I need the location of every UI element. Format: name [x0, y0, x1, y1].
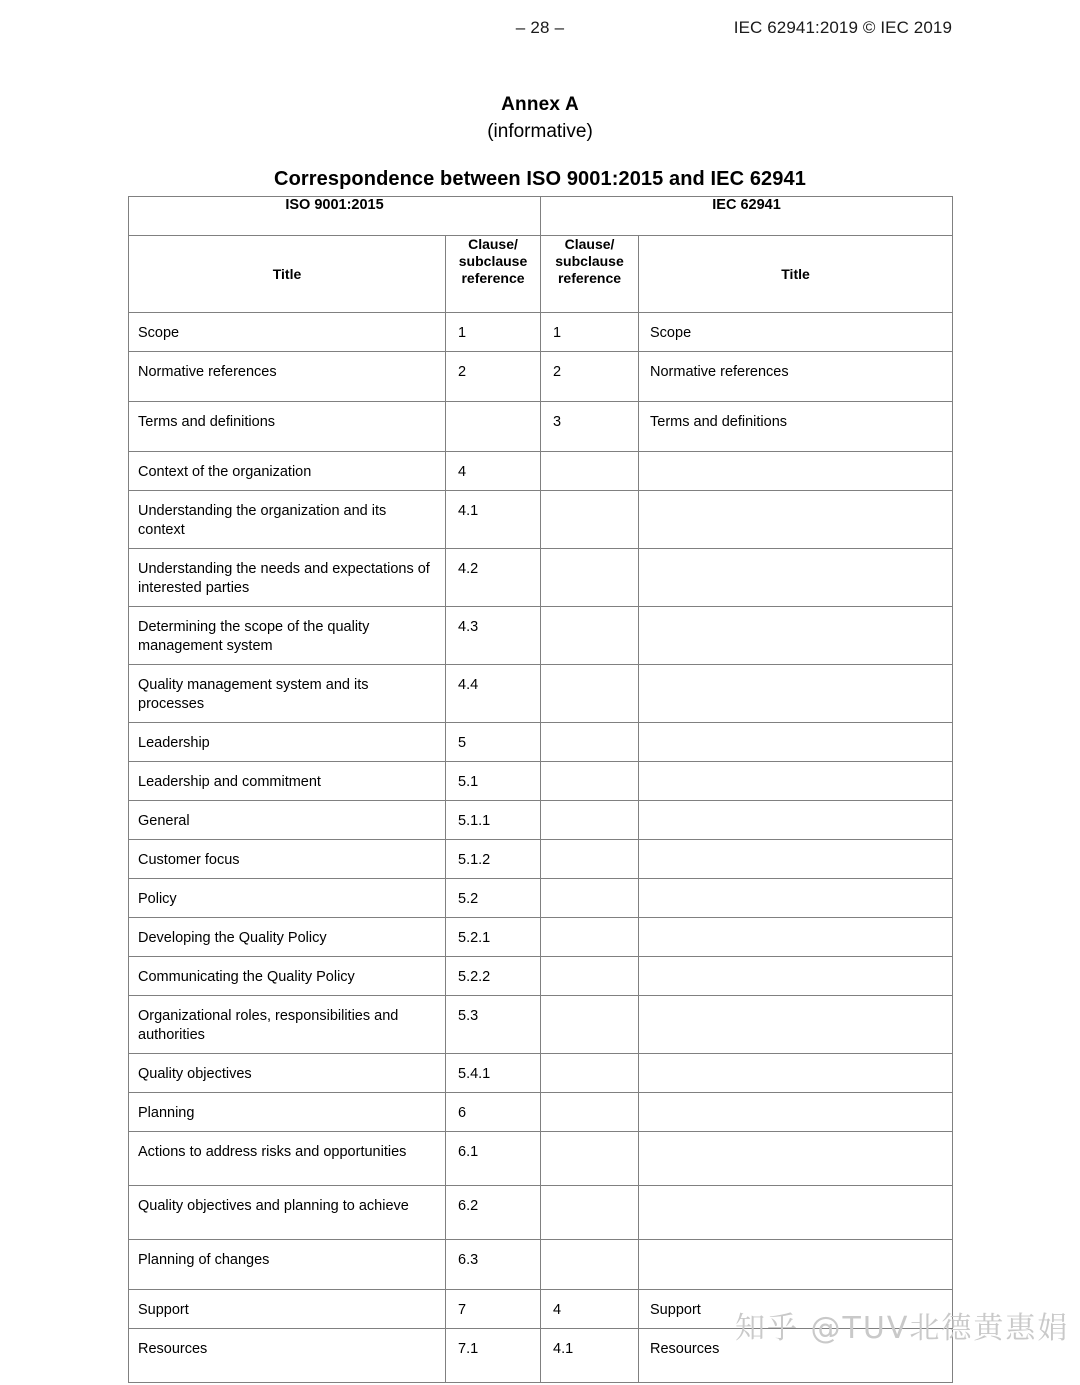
cell-iso-ref: 7.1 — [446, 1329, 541, 1383]
cell-iso-ref: 6.3 — [446, 1240, 541, 1290]
table-column-header-row — [129, 236, 953, 313]
cell-iso-title: Planning — [129, 1093, 446, 1132]
cell-iso-title: Scope — [129, 313, 446, 352]
table-row — [129, 313, 953, 352]
table-row — [129, 1290, 953, 1329]
cell-iec-ref — [541, 957, 639, 996]
cell-iec-ref — [541, 918, 639, 957]
cell-iec-ref: 4.1 — [541, 1329, 639, 1383]
cell-iec-title — [639, 918, 953, 957]
table-row — [129, 352, 953, 402]
cell-iso-ref: 5.2.2 — [446, 957, 541, 996]
cell-iso-ref: 6.1 — [446, 1132, 541, 1186]
cell-iec-ref: 4 — [541, 1290, 639, 1329]
cell-iso-ref: 5.2.1 — [446, 918, 541, 957]
table-row — [129, 840, 953, 879]
ref-header-line-3: reference — [557, 270, 622, 286]
column-header-iec-title: Title — [639, 236, 953, 313]
table-row — [129, 665, 953, 723]
cell-iso-title: Leadership — [129, 723, 446, 762]
table-header — [129, 197, 953, 313]
cell-iec-title: Scope — [639, 313, 953, 352]
cell-iec-ref — [541, 452, 639, 491]
table-row — [129, 957, 953, 996]
cell-iec-ref — [541, 1240, 639, 1290]
cell-iso-title: Context of the organization — [129, 452, 446, 491]
cell-iso-ref: 4.4 — [446, 665, 541, 723]
annex-subtitle: (informative) — [487, 121, 593, 142]
cell-iso-ref: 5.4.1 — [446, 1054, 541, 1093]
cell-iec-title — [639, 762, 953, 801]
cell-iso-title: Organizational roles, responsibilities and authorities — [129, 996, 446, 1054]
cell-iso-title: Actions to address risks and opportunities — [129, 1132, 446, 1186]
table-row — [129, 918, 953, 957]
table-row — [129, 1186, 953, 1240]
cell-iec-title — [639, 879, 953, 918]
cell-iec-ref: 3 — [541, 402, 639, 452]
cell-iso-title: Quality objectives and planning to achieve — [129, 1186, 446, 1240]
cell-iec-ref: 2 — [541, 352, 639, 402]
cell-iso-title: Communicating the Quality Policy — [129, 957, 446, 996]
cell-iec-ref — [541, 723, 639, 762]
cell-iec-title — [639, 1186, 953, 1240]
ref-header-line-2: subclause — [555, 253, 624, 269]
watermark: 知乎 @TUV北德黄惠娟 — [735, 1311, 1070, 1346]
cell-iso-ref: 4 — [446, 452, 541, 491]
cell-iso-title: Quality management system and its processes — [129, 665, 446, 723]
cell-iec-ref — [541, 549, 639, 607]
cell-iec-title — [639, 1054, 953, 1093]
cell-iec-title — [639, 1240, 953, 1290]
cell-iso-ref: 6.2 — [446, 1186, 541, 1240]
table-row — [129, 1054, 953, 1093]
cell-iso-ref: 5.3 — [446, 996, 541, 1054]
cell-iso-ref: 5.2 — [446, 879, 541, 918]
cell-iec-title — [639, 665, 953, 723]
cell-iso-ref: 2 — [446, 352, 541, 402]
cell-iso-ref: 4.3 — [446, 607, 541, 665]
table-row — [129, 1132, 953, 1186]
cell-iso-title: Policy — [129, 879, 446, 918]
table-group-header-row — [129, 197, 953, 236]
page-number: – 28 – — [515, 18, 565, 37]
annex-title: Annex A — [501, 94, 579, 115]
cell-iso-title: Resources — [129, 1329, 446, 1383]
cell-iec-title — [639, 452, 953, 491]
table-row — [129, 762, 953, 801]
column-header-iec-reference — [541, 236, 639, 313]
cell-iec-ref — [541, 491, 639, 549]
cell-iso-ref: 4.2 — [446, 549, 541, 607]
cell-iso-title: Support — [129, 1290, 446, 1329]
cell-iec-title: Support — [639, 1290, 953, 1329]
cell-iso-title: Determining the scope of the quality management system — [129, 607, 446, 665]
cell-iec-title — [639, 801, 953, 840]
cell-iec-title — [639, 957, 953, 996]
table-row — [129, 996, 953, 1054]
ref-header-line-2: subclause — [458, 253, 528, 269]
cell-iec-ref — [541, 879, 639, 918]
cell-iso-title: Leadership and commitment — [129, 762, 446, 801]
cell-iso-title: Normative references — [129, 352, 446, 402]
cell-iso-title: Terms and definitions — [129, 402, 446, 452]
cell-iso-title: Customer focus — [129, 840, 446, 879]
table-row — [129, 723, 953, 762]
table-row — [129, 879, 953, 918]
cell-iec-title — [639, 996, 953, 1054]
cell-iec-ref — [541, 607, 639, 665]
cell-iec-ref — [541, 840, 639, 879]
correspondence-table — [128, 196, 953, 1383]
ref-header-line-1: Clause/ — [468, 236, 518, 252]
cell-iso-ref: 5.1 — [446, 762, 541, 801]
cell-iec-ref — [541, 1054, 639, 1093]
cell-iso-ref: 4.1 — [446, 491, 541, 549]
table-row — [129, 549, 953, 607]
ref-header-line-3: reference — [461, 270, 525, 286]
cell-iso-ref: 5.1.1 — [446, 801, 541, 840]
cell-iec-ref — [541, 801, 639, 840]
page-running-header — [0, 18, 1080, 44]
cell-iec-ref — [541, 1093, 639, 1132]
cell-iec-title — [639, 840, 953, 879]
cell-iec-title: Terms and definitions — [639, 402, 953, 452]
cell-iec-title — [639, 723, 953, 762]
cell-iec-title — [639, 607, 953, 665]
cell-iso-ref: 5.1.2 — [446, 840, 541, 879]
cell-iec-title — [639, 1132, 953, 1186]
table-row — [129, 1093, 953, 1132]
cell-iso-title: General — [129, 801, 446, 840]
cell-iec-title: Resources — [639, 1329, 953, 1383]
cell-iec-ref — [541, 1186, 639, 1240]
table-row — [129, 1329, 953, 1383]
cell-iso-title: Quality objectives — [129, 1054, 446, 1093]
column-header-iso-title: Title — [129, 236, 446, 313]
table-row — [129, 491, 953, 549]
cell-iso-title: Planning of changes — [129, 1240, 446, 1290]
cell-iec-ref — [541, 1132, 639, 1186]
cell-iec-title — [639, 1093, 953, 1132]
cell-iso-title: Understanding the organization and its context — [129, 491, 446, 549]
table-row — [129, 607, 953, 665]
table-row — [129, 402, 953, 452]
cell-iec-ref — [541, 762, 639, 801]
cell-iec-ref: 1 — [541, 313, 639, 352]
group-header-iec: IEC 62941 — [541, 197, 953, 236]
cell-iso-ref: 1 — [446, 313, 541, 352]
annex-title-block — [0, 92, 1080, 145]
cell-iec-ref — [541, 665, 639, 723]
table-row — [129, 801, 953, 840]
column-header-iso-reference — [446, 236, 541, 313]
group-header-iso: ISO 9001:2015 — [129, 197, 541, 236]
cell-iso-ref: 6 — [446, 1093, 541, 1132]
table-body — [129, 313, 953, 1383]
table-row — [129, 1240, 953, 1290]
annex-heading: Correspondence between ISO 9001:2015 and IEC 62941 — [274, 168, 806, 190]
cell-iec-title — [639, 549, 953, 607]
cell-iec-ref — [541, 996, 639, 1054]
cell-iso-ref — [446, 402, 541, 452]
cell-iso-ref: 5 — [446, 723, 541, 762]
table-row — [129, 452, 953, 491]
ref-header-line-1: Clause/ — [564, 236, 615, 252]
cell-iso-ref: 7 — [446, 1290, 541, 1329]
cell-iso-title: Understanding the needs and expectations of interested parties — [129, 549, 446, 607]
cell-iso-title: Developing the Quality Policy — [129, 918, 446, 957]
standard-reference: IEC 62941:2019 © IEC 2019 — [733, 18, 952, 37]
cell-iec-title: Normative references — [639, 352, 953, 402]
cell-iec-title — [639, 491, 953, 549]
